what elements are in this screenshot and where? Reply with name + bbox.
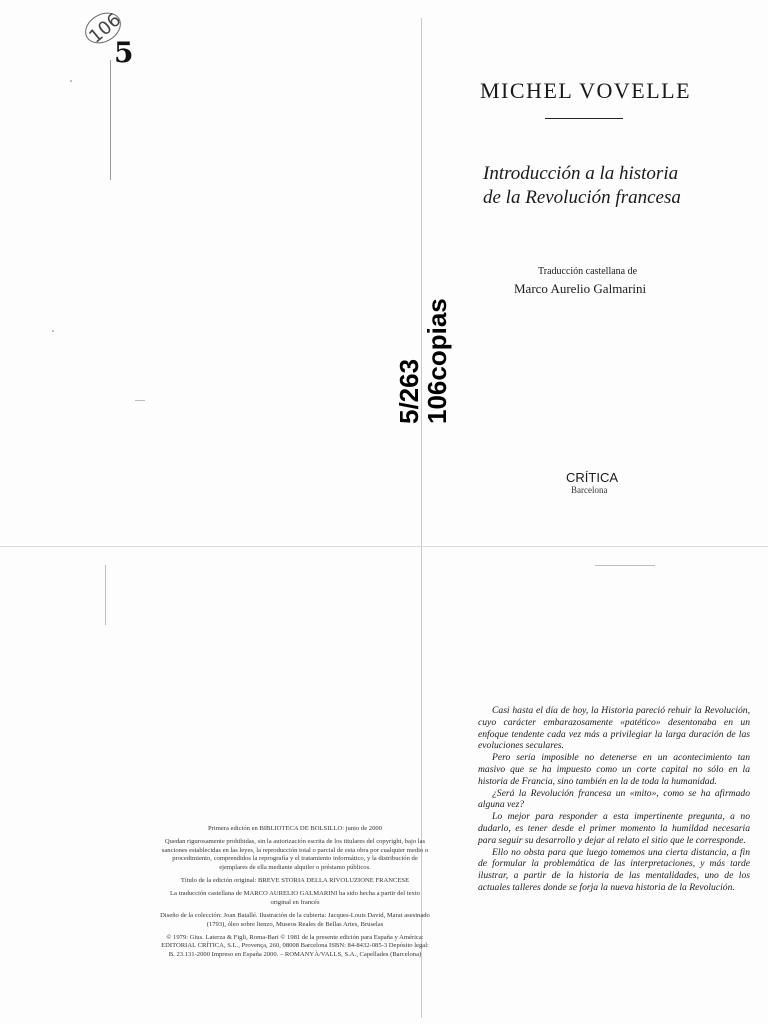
publisher-city: Barcelona bbox=[571, 485, 608, 495]
blurb-paragraph: Ello no obsta para que luego tomemos una cierta distancia, a fin de formular la problemática de las interpretaciones, y más tarde ilustrar, a partir de la historia de las mentalidades, uno de los actuales talleres donde se forja la nueva historia de la Revolución. bbox=[478, 846, 750, 893]
blurb-paragraph: Pero sería imposible no detenerse en un acontecimiento tan masivo que se ha impuesto como un corte capital no sólo en la historia de Francia, sino también en la de toda la humanidad. bbox=[478, 752, 750, 787]
stamp-count-text: 5/263 bbox=[394, 358, 424, 424]
blurb-text bbox=[478, 705, 750, 894]
publisher-name: CRÍTICA bbox=[566, 470, 618, 485]
colophon bbox=[160, 825, 430, 964]
title-line-1: Introducción a la historia bbox=[483, 163, 679, 184]
colophon-original-title: Título de la edición original: BREVE STORIA DELLA RIVOLUZIONE FRANCESE bbox=[180, 877, 410, 885]
book-title bbox=[483, 162, 723, 210]
colophon-design: Diseño de la colección: Joan Batallé. Ilustración de la cubierta: Jacques-Louis David, Marat asesinado (1793), óleo sobre lienzo, Museos Reales de Bellas Artes, Bruselas bbox=[160, 912, 430, 928]
blurb-page bbox=[425, 545, 768, 1024]
blurb-paragraph: Casi hasta el día de hoy, la Historia pareció rehuir la Revolución, cuyo carácter embarazosamente «patético» desentonaba en un enfoque tendente cada vez más a privilegiar la larga duración de las evoluciones seculares. bbox=[478, 705, 750, 752]
blurb-paragraph: ¿Será la Revolución francesa un «mito», como se ha afirmado alguna vez? bbox=[478, 787, 750, 811]
title-line-2: de la Revolución francesa bbox=[483, 187, 681, 208]
blurb-paragraph: Lo mejor para responder a esta impertinente pregunta, a no dudarlo, es tener desde el primer momento la humildad necesaria para seguir su desarrollo y dejar al relato el sitio que le corresponde. bbox=[478, 811, 750, 846]
scan-speck bbox=[595, 565, 655, 566]
colophon-edition: Primera edición en BIBLIOTECA DE BOLSILLO: junio de 2000 bbox=[208, 825, 382, 832]
colophon-translation: La traducción castellana de MARCO AURELIO GALMARINI ha sido hecha a partir del texto original en francés bbox=[170, 890, 420, 906]
translation-label: Traducción castellana de bbox=[538, 266, 638, 277]
title-rule bbox=[545, 118, 623, 119]
colophon-rights: Quedan rigurosamente prohibidas, sin la autorización escrita de los titulares del copyright, bajo las sanciones establecidas en las leyes, la reproducción total o parcial de esta obra por cualquier medio o procedimiento, comprendidos la reprografía y el tratamiento informático, y la distribución de ejemplares de ella mediante alquiler o préstamo públicos. bbox=[161, 838, 429, 871]
page-number: 5 bbox=[114, 36, 134, 69]
scan-margin-line bbox=[105, 565, 106, 625]
colophon-page bbox=[0, 545, 430, 1024]
stamp-copies-text: 106copias bbox=[422, 298, 452, 424]
translator-name: Marco Aurelio Galmarini bbox=[514, 281, 647, 296]
author-name: MICHEL VOVELLE bbox=[480, 78, 692, 103]
colophon-copyright: © 1979: Gius. Laterza & Figli, Roma-Bari © 1981 de la presente edición para España y América: EDITORIAL CRÍTICA, S.L., Provença, 260, 08008 Barcelona ISBN: 84-8432-085-3 Depósito legal: B. 23.131-2000 Impreso en España 2000. – ROMANYÀ/VALLS, S.A., Capellades (Barcelona) bbox=[161, 934, 429, 958]
handwritten-number: 106 bbox=[85, 9, 126, 48]
